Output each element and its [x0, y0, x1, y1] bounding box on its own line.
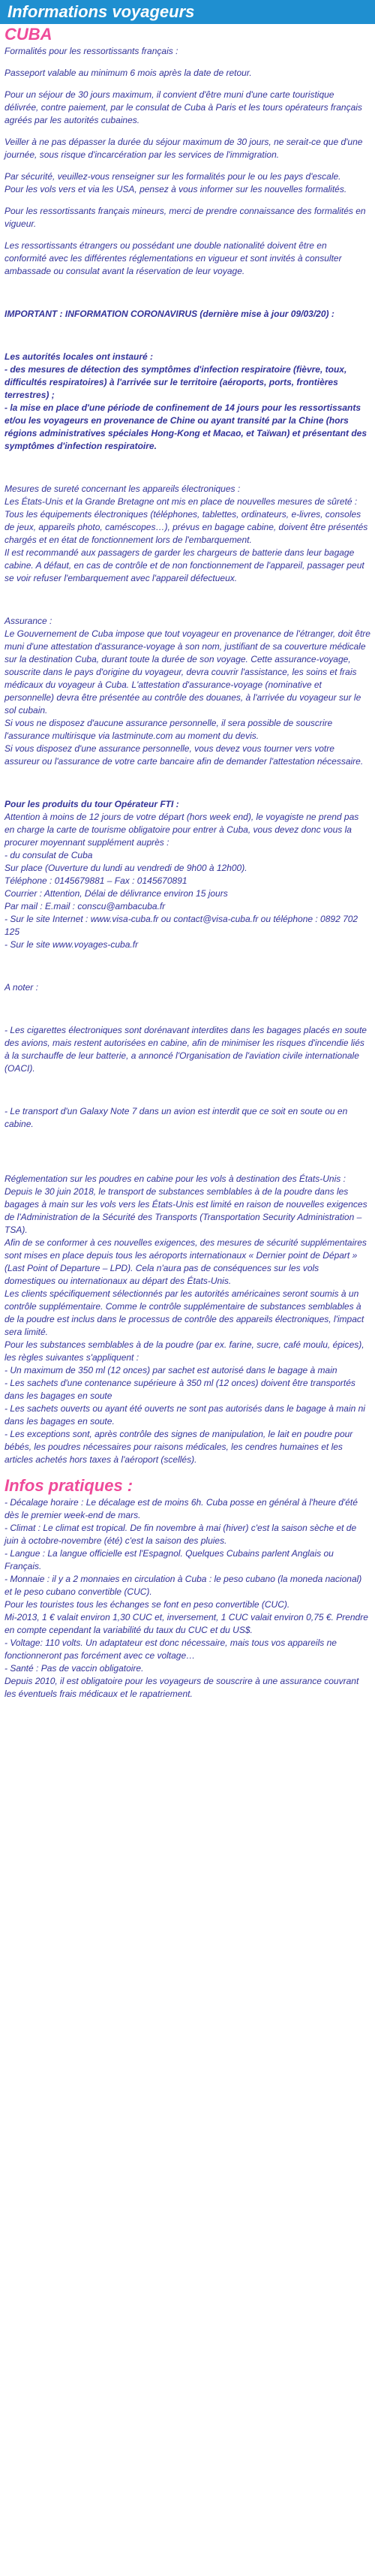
info-item: Depuis 2010, il est obligatoire pour les voyageurs de souscrire à une assurance couvrant les éventuels frais médicaux et le rapatriement. [4, 1676, 359, 1699]
insurance-line: Le Gouvernement de Cuba impose que tout voyageur en provenance de l'étranger, doit être muni d'une attestation d'assurance-voyage à son nom, justifiant de sa couverture médicale sur la destination Cuba, durant toute la durée de son voyage. Cette assurance-voyage, souscrite dans le pays d'origine du voyageur, devra couvrir l'assistance, les soins et frais médicaux du voyageur à Cuba. L'attestation d'assurance-voyage (nominative et personnelle) devra être présentée au contrôle des douanes, à l'arrivée du voyageur sur le sol cubain. [4, 628, 370, 716]
cuba-content [0, 45, 375, 1466]
note-label: A noter : [4, 982, 38, 993]
info-item: - Voltage: 110 volts. Un adaptateur est donc nécessaire, mais tous vos appareils ne fonctionneront pas forcément avec ce voltage… [4, 1637, 337, 1661]
cigarettes-paragraph: - Les cigarettes électroniques sont dorénavant interdites dans les bagages placés en soute des avions, mais restent autorisées en cabine, afin de minimiser les risques d'incendie liés à la surchauffe de leur batterie, a annoncé l'Organisation de l'aviation civile internationale (OACI). [4, 1025, 367, 1074]
powders-section [4, 1173, 370, 1466]
coronavirus-measures [4, 351, 370, 453]
fti-line: Téléphone : 0145679881 – Fax : 0145670891 [4, 875, 188, 886]
powders-line: Réglementation sur les poudres en cabine pour les vols à destination des États-Unis : [4, 1174, 346, 1184]
powders-line: - Les sachets d'une contenance supérieure à 350 ml (12 onces) doivent être transportés dans les bagages en soute [4, 1378, 356, 1401]
fti-line: - Sur le site Internet : www.visa-cuba.fr ou contact@visa-cuba.fr ou téléphone : 0892 702 125 [4, 914, 358, 937]
info-item: - Climat : Le climat est tropical. De fin novembre à mai (hiver) c'est la saison sèche et de juin à octobre-novembre (été) c'est la saison des pluies. [4, 1523, 357, 1546]
electronics-line: Il est recommandé aux passagers de garder les chargeurs de batterie dans leur bagage cabine. A défaut, en cas de contrôle et de non fonctionnement de l'appareil, passager peut se voir refuser l'embarquement avec l'appareil défectueux. [4, 547, 364, 583]
fti-line: Attention à moins de 12 jours de votre départ (hors week end), le voyagiste ne prend pas en charge la carte de tourisme obligatoire pour entrer à Cuba, vous devez donc vous la procurer moyennant supplément auprès : [4, 812, 359, 848]
coronavirus-title: IMPORTANT : INFORMATION CORONAVIRUS (dernière mise à jour 09/03/20) : [4, 309, 334, 319]
coronavirus-line: - des mesures de détection des symptômes d'infection respiratoire (fièvre, toux, difficultés respiratoires) à l'arrivée sur le territoire (aéroports, ports, frontières terrestres) ; [4, 364, 347, 400]
paragraph-text: Pour les vols vers et via les USA, pensez à vous informer sur les nouvelles formalités. [4, 184, 347, 194]
paragraph-passeport [4, 67, 370, 80]
paragraph-etrangers [4, 240, 370, 278]
paragraph-escale [4, 170, 370, 196]
page-banner [0, 0, 375, 24]
electronics-line: Mesures de sureté concernant les appareils électroniques : [4, 484, 241, 494]
coronavirus-line: - la mise en place d'une période de confinement de 14 jours pour les ressortissants et/ou les voyageurs en provenance de Chine ou ayant transité par la Chine (hors régions administratives spéciales Hong-Kong et Macao, et Taïwan) et présentant des symptômes d'infection respiratoire. [4, 402, 368, 451]
infos-list [4, 1496, 370, 1701]
insurance-line: Assurance : [4, 616, 52, 626]
info-item: Pour les touristes tous les échanges se font en peso convertible (CUC). [4, 1599, 290, 1610]
paragraph-text: Formalités pour les ressortissants français : [4, 46, 178, 56]
fti-line: Courrier : Attention, Délai de délivrance environ 15 jours [4, 888, 228, 899]
banner-title: Informations voyageurs [8, 2, 195, 21]
coronavirus-line: Les autorités locales ont instauré : [4, 351, 154, 362]
powders-line: - Un maximum de 350 ml (12 onces) par sachet est autorisé dans le bagage à main [4, 1365, 338, 1375]
fti-line: - du consulat de Cuba [4, 850, 93, 860]
paragraph-text: Pour les ressortissants français mineurs, merci de prendre connaissance des formalités en vigueur. [4, 206, 366, 229]
fti-line: - Sur le site www.voyages-cuba.fr [4, 939, 139, 950]
section-title-cuba: CUBA [4, 25, 52, 44]
paragraph-text: Passeport valable au minimum 6 mois après la date de retour. [4, 68, 252, 78]
electronics-section [4, 483, 370, 585]
powders-line: Afin de se conformer à ces nouvelles exigences, des mesures de sécurité supplémentaires sont mises en place depuis tous les aéroports internationaux « Dernier point de Départ » (Last Point of Departure – LPD). Cela n'aura pas de conséquences sur les vols domestiques ou internationaux au départ des États-Unis. [4, 1237, 367, 1286]
insurance-line: Si vous ne disposez d'aucune assurance personnelle, il sera possible de souscrire l'assurance multirisque via lastminute.com au moment du devis. [4, 718, 333, 741]
powders-line: Les clients spécifiquement sélectionnés par les autorités américaines seront soumis à un contrôle supplémentaire. Comme le contrôle supplémentaire de substances semblables à de la poudre est inclus dans le processus de contrôle des appareils électroniques, l'impact sera limité. [4, 1288, 364, 1337]
paragraph-text: Veiller à ne pas dépasser la durée du séjour maximum de 30 jours, ne serait-ce que d'une journée, sous risque d'incarcération par les services de l'immigration. [4, 137, 363, 160]
fti-title: Pour les produits du tour Opérateur FTI : [4, 799, 179, 809]
info-item: - Décalage horaire : Le décalage est de moins 6h. Cuba posse en général à l'heure d'été dès le premier week-end de mars. [4, 1497, 358, 1520]
info-item: Mi-2013, 1 € valait environ 1,30 CUC et, inversement, 1 CUC valait environ 0,75 €. Prendre en compte cependant la variabilité du taux du CUC et du US$. [4, 1612, 368, 1635]
info-item: - Langue : La langue officielle est l'Espagnol. Quelques Cubains parlent Anglais ou Français. [4, 1548, 334, 1571]
powders-line: - Les sachets ouverts ou ayant été ouverts ne sont pas autorisés dans le bagage à main ni dans les bagages en soute. [4, 1403, 365, 1427]
paragraph-text: Pour un séjour de 30 jours maximum, il convient d'être muni d'une carte touristique délivrée, contre paiement, par le consulat de Cuba à Paris et les tours opérateurs français agréés par les autorités cubaines. [4, 89, 362, 125]
electronics-line: Les États-Unis et la Grande Bretagne ont mis en place de nouvelles mesures de sûreté : Tous les équipements électroniques (téléphones, tablettes, ordinateurs, e-livres, consoles de jeux, appareils photo, caméscopes…), prévus en bagage cabine, doivent être présentés chargés et en état de fonctionnement lors de l'embarquement. [4, 496, 368, 545]
powders-line: Pour les substances semblables à de la poudre (par ex. farine, sucre, café moulu, épices), les règles suivantes s'appliquent : [4, 1339, 364, 1363]
insurance-line: Si vous disposez d'une assurance personnelle, vous devez vous tourner vers votre assureur ou l'assurance de votre carte bancaire afin de demander l'attestation nécessaire. [4, 743, 364, 767]
paragraph-text: Les ressortissants étrangers ou possédant une double nationalité doivent être en conformité avec les différentes réglementations en vigueur et sont invités à consulter ambassade ou consulat avant la réservation de leur voyage. [4, 240, 342, 276]
paragraph-formalites [4, 45, 370, 58]
paragraph-sejour [4, 89, 370, 127]
info-item: - Santé : Pas de vaccin obligatoire. [4, 1663, 144, 1674]
galaxy-paragraph: - Le transport d'un Galaxy Note 7 dans un avion est interdit que ce soit en soute ou en cabine. [4, 1106, 348, 1129]
section-title-infos-pratiques: Infos pratiques : [4, 1476, 134, 1495]
info-item: - Monnaie : il y a 2 monnaies en circulation à Cuba : le peso cubano (la moneda nacional) et le peso cubano convertible (CUC). [4, 1574, 362, 1597]
infos-pratiques-content [0, 1496, 375, 1701]
fti-line: Par mail : E.mail : conscu@ambacuba.fr [4, 901, 166, 911]
fti-line: Sur place (Ouverture du lundi au vendredi de 9h00 à 12h00). [4, 863, 248, 873]
paragraph-text: Par sécurité, veuillez-vous renseigner sur les formalités pour le ou les pays d'escale. [4, 171, 341, 182]
fti-section [4, 798, 370, 951]
insurance-section [4, 615, 370, 768]
powders-line: Depuis le 30 juin 2018, le transport de substances semblables à de la poudre dans les bagages à main sur les vols vers les États-Unis est limité en raison de nouvelles exigences de l'Administration de la Sécurité des Transports (Transportation Security Administration – TSA). [4, 1186, 368, 1235]
paragraph-duree [4, 136, 370, 161]
powders-line: - Les exceptions sont, après contrôle des signes de manipulation, le lait en poudre pour bébés, les poudres nécessaires pour raisons médicales, les cendres humaines et les articles achetés hors taxes à l'aéroport (scellés). [4, 1429, 353, 1465]
paragraph-mineurs [4, 205, 370, 230]
